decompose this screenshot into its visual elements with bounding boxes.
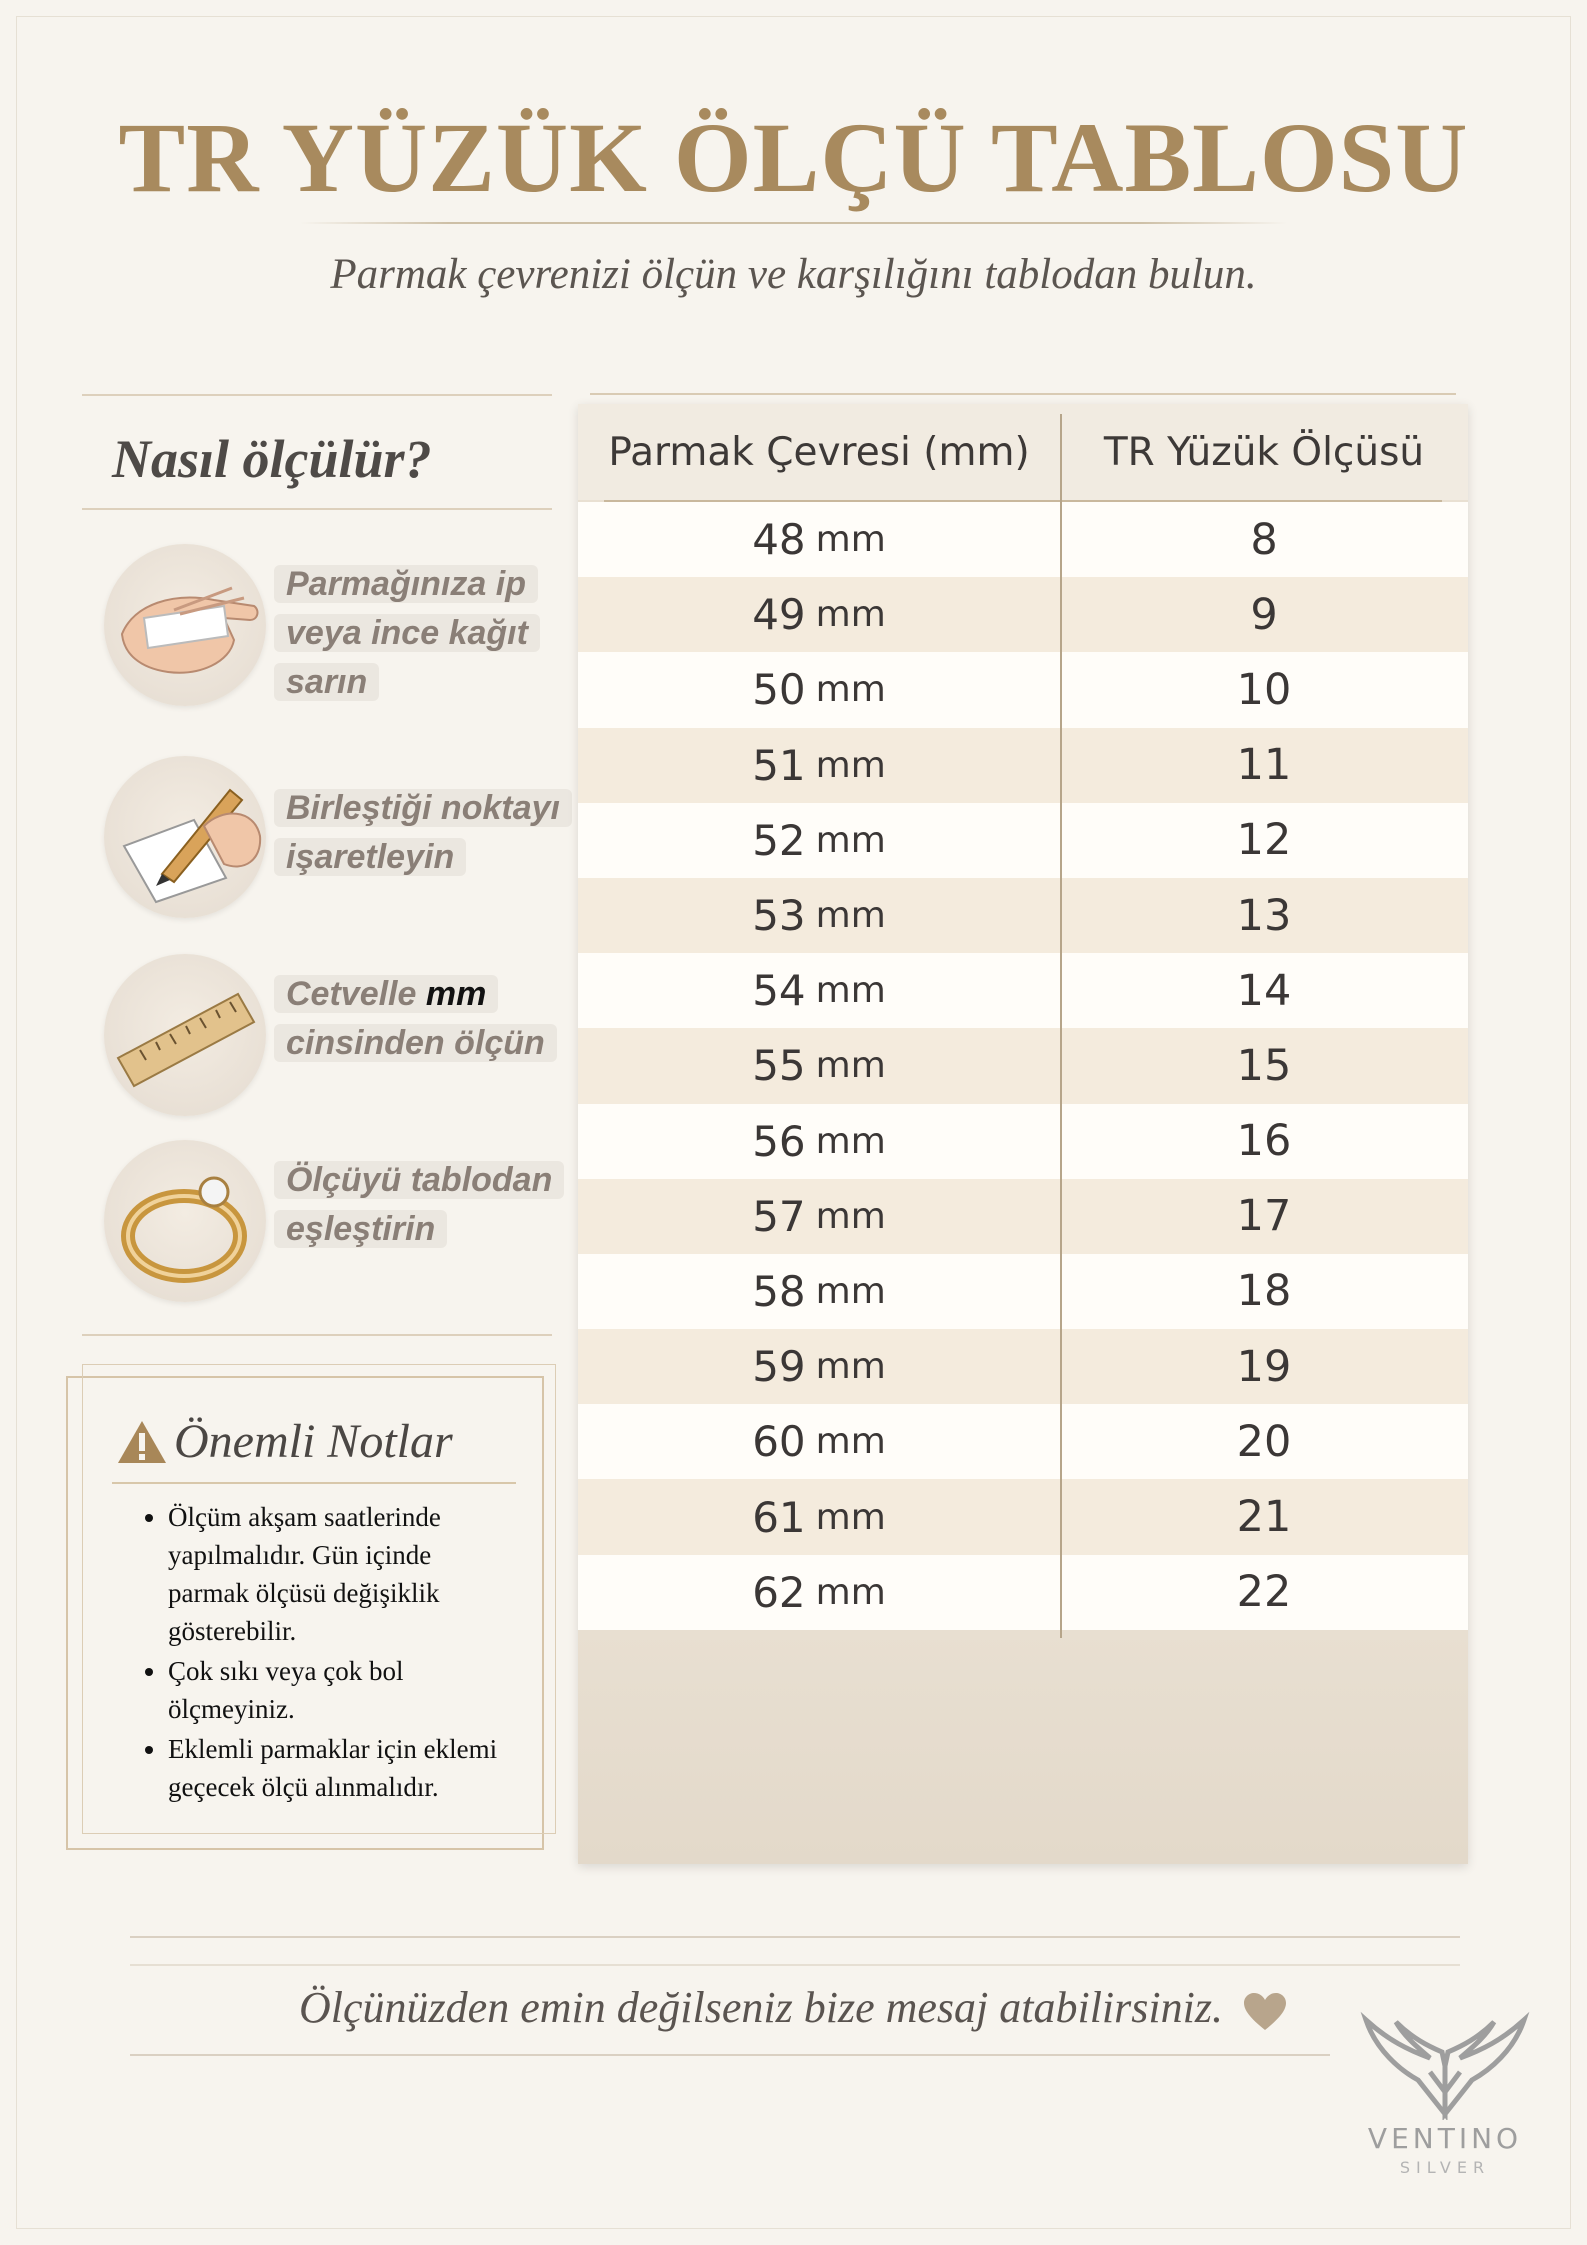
tr-size-cell: 13 — [1236, 890, 1292, 941]
ring-size-table — [578, 404, 1468, 1864]
step-ruler — [104, 954, 574, 1124]
circumference-value: 55 — [752, 1041, 806, 1091]
table-row — [578, 652, 1468, 727]
table-header — [578, 404, 1468, 500]
tr-size-cell: 21 — [1236, 1492, 1292, 1543]
circumference-value: 57 — [752, 1191, 806, 1241]
unit-label: mm — [815, 1421, 886, 1463]
unit-label: mm — [815, 1571, 886, 1613]
how-to-measure-title: Nasıl ölçülür? — [112, 429, 432, 489]
step-wrap-label — [274, 560, 574, 707]
pen-mark-icon — [104, 756, 266, 918]
warning-icon — [116, 1419, 168, 1465]
circumference-cell — [578, 953, 1060, 1028]
circumference-value: 54 — [752, 966, 806, 1016]
footer-text: Ölçünüzden emin değilseniz bize mesaj atabilirsiniz. — [299, 1983, 1223, 2032]
tr-size-cell: 14 — [1236, 965, 1292, 1016]
tr-size-cell: 15 — [1236, 1040, 1292, 1091]
note-item: • Ölçüm akşam saatlerinde yapılmalıdır. Gün içinde parmak ölçüsü değişiklik gösterebilir. — [168, 1498, 508, 1650]
circumference-value: 53 — [752, 891, 806, 941]
unit-label: mm — [815, 895, 886, 937]
tr-size-cell: 10 — [1236, 664, 1292, 715]
table-row — [578, 1479, 1468, 1554]
heart-icon — [1242, 1992, 1288, 2032]
tr-size-cell: 11 — [1236, 740, 1292, 791]
circumference-cell — [578, 1028, 1060, 1103]
circumference-cell — [578, 577, 1060, 652]
table-row — [578, 803, 1468, 878]
unit-label: mm — [815, 1496, 886, 1538]
unit-label: mm — [815, 519, 886, 561]
note-item: • Çok sıkı veya çok bol ölçmeyiniz. — [168, 1652, 508, 1728]
how-title-divider — [82, 508, 552, 510]
notes-list — [168, 1498, 508, 1808]
tr-size-cell: 17 — [1236, 1191, 1292, 1242]
page-subtitle: Parmak çevrenizi ölçün ve karşılığını tablodan bulun. — [330, 251, 1257, 298]
step-line: Parmağınıza ip — [274, 565, 538, 603]
circumference-cell — [578, 1404, 1060, 1479]
table-row — [578, 577, 1468, 652]
header-tr-size: TR Yüzük Ölçüsü — [1103, 429, 1425, 475]
tr-size-cell: 8 — [1250, 514, 1278, 565]
step-line: sarın — [274, 663, 379, 701]
circumference-cell — [578, 1329, 1060, 1404]
unit-label: mm — [815, 1195, 886, 1237]
table-row — [578, 502, 1468, 577]
note-item: • Eklemli parmaklar için eklemi geçecek ölçü alınmalıdır. — [168, 1730, 508, 1806]
header-circumference: Parmak Çevresi (mm) — [608, 429, 1030, 475]
tr-size-cell: 20 — [1236, 1416, 1292, 1467]
footer-bottom-divider — [130, 2054, 1330, 2056]
circumference-cell — [578, 1555, 1060, 1630]
tr-size-cell: 18 — [1236, 1266, 1292, 1317]
circumference-value: 52 — [752, 815, 806, 865]
title-divider — [300, 222, 1287, 224]
unit-label: mm — [815, 1270, 886, 1312]
table-empty-area — [578, 1630, 1468, 1864]
circumference-cell — [578, 1479, 1060, 1554]
circumference-cell — [578, 1104, 1060, 1179]
step-ruler-label — [274, 970, 574, 1068]
table-row — [578, 1104, 1468, 1179]
footer-message — [0, 1982, 1587, 2033]
important-notes-box — [66, 1376, 544, 1850]
circumference-cell — [578, 1254, 1060, 1329]
table-row — [578, 1404, 1468, 1479]
table-row — [578, 1028, 1468, 1103]
circumference-cell — [578, 728, 1060, 803]
step-line: Birleştiği noktayı — [274, 789, 572, 827]
table-row — [578, 1254, 1468, 1329]
brand-logo — [1350, 2010, 1540, 2180]
unit-label: mm — [815, 1346, 886, 1388]
unit-label: mm — [815, 744, 886, 786]
table-row — [578, 1555, 1468, 1630]
notes-divider — [112, 1482, 516, 1484]
table-row — [578, 953, 1468, 1028]
column-divider — [1060, 414, 1062, 1638]
ruler-icon — [104, 954, 266, 1116]
step-match-label — [274, 1156, 574, 1254]
circumference-value: 62 — [752, 1567, 806, 1617]
tr-size-cell: 16 — [1236, 1116, 1292, 1167]
wings-logo-icon — [1360, 2010, 1530, 2120]
footer-top-divider — [130, 1936, 1460, 1938]
tr-size-cell: 9 — [1250, 589, 1278, 640]
tr-size-cell: 12 — [1236, 815, 1292, 866]
unit-label: mm — [815, 1120, 886, 1162]
unit-label: mm — [815, 819, 886, 861]
step-line: veya ince kağıt — [274, 614, 540, 652]
step-mark-label — [274, 784, 574, 882]
table-body — [578, 502, 1468, 1630]
brand-subtitle: SILVER — [1399, 2158, 1491, 2177]
how-top-divider — [82, 394, 552, 396]
notes-title: Önemli Notlar — [174, 1415, 453, 1468]
circumference-value: 56 — [752, 1116, 806, 1166]
tr-size-cell: 22 — [1236, 1567, 1292, 1618]
circumference-cell — [578, 652, 1060, 727]
circumference-cell — [578, 502, 1060, 577]
circumference-cell — [578, 1179, 1060, 1254]
brand-name: VENTINO — [1367, 2122, 1523, 2155]
tr-size-cell: 19 — [1236, 1341, 1292, 1392]
hand-wrap-icon — [104, 544, 266, 706]
page-title: TR YÜZÜK ÖLÇÜ TABLOSU — [118, 102, 1469, 213]
unit-label: mm — [815, 594, 886, 636]
step-mark-point — [104, 756, 574, 926]
circumference-value: 51 — [752, 740, 806, 790]
table-row — [578, 1179, 1468, 1254]
unit-label: mm — [815, 669, 886, 711]
circumference-value: 48 — [752, 515, 806, 565]
step-match-table — [104, 1140, 574, 1310]
table-row — [578, 878, 1468, 953]
step-line: Cetvelle mm — [274, 975, 498, 1013]
circumference-value: 59 — [752, 1342, 806, 1392]
footer-top-divider-2 — [130, 1964, 1460, 1966]
step-line: işaretleyin — [274, 838, 466, 876]
table-row — [578, 728, 1468, 803]
circumference-cell — [578, 803, 1060, 878]
circumference-cell — [578, 878, 1060, 953]
circumference-value: 58 — [752, 1266, 806, 1316]
notes-heading — [116, 1414, 453, 1469]
step-line: Ölçüyü tablodan — [274, 1161, 564, 1199]
circumference-value: 50 — [752, 665, 806, 715]
step-line: cinsinden ölçün — [274, 1024, 557, 1062]
circumference-value: 61 — [752, 1492, 806, 1542]
circumference-value: 60 — [752, 1417, 806, 1467]
how-bottom-divider — [82, 1334, 552, 1336]
step-line: eşleştirin — [274, 1210, 447, 1248]
step-wrap-finger — [104, 544, 574, 714]
table-top-divider — [590, 393, 1456, 395]
table-row — [578, 1329, 1468, 1404]
ring-icon — [104, 1140, 266, 1302]
unit-label: mm — [815, 970, 886, 1012]
circumference-value: 49 — [752, 590, 806, 640]
unit-label: mm — [815, 1045, 886, 1087]
